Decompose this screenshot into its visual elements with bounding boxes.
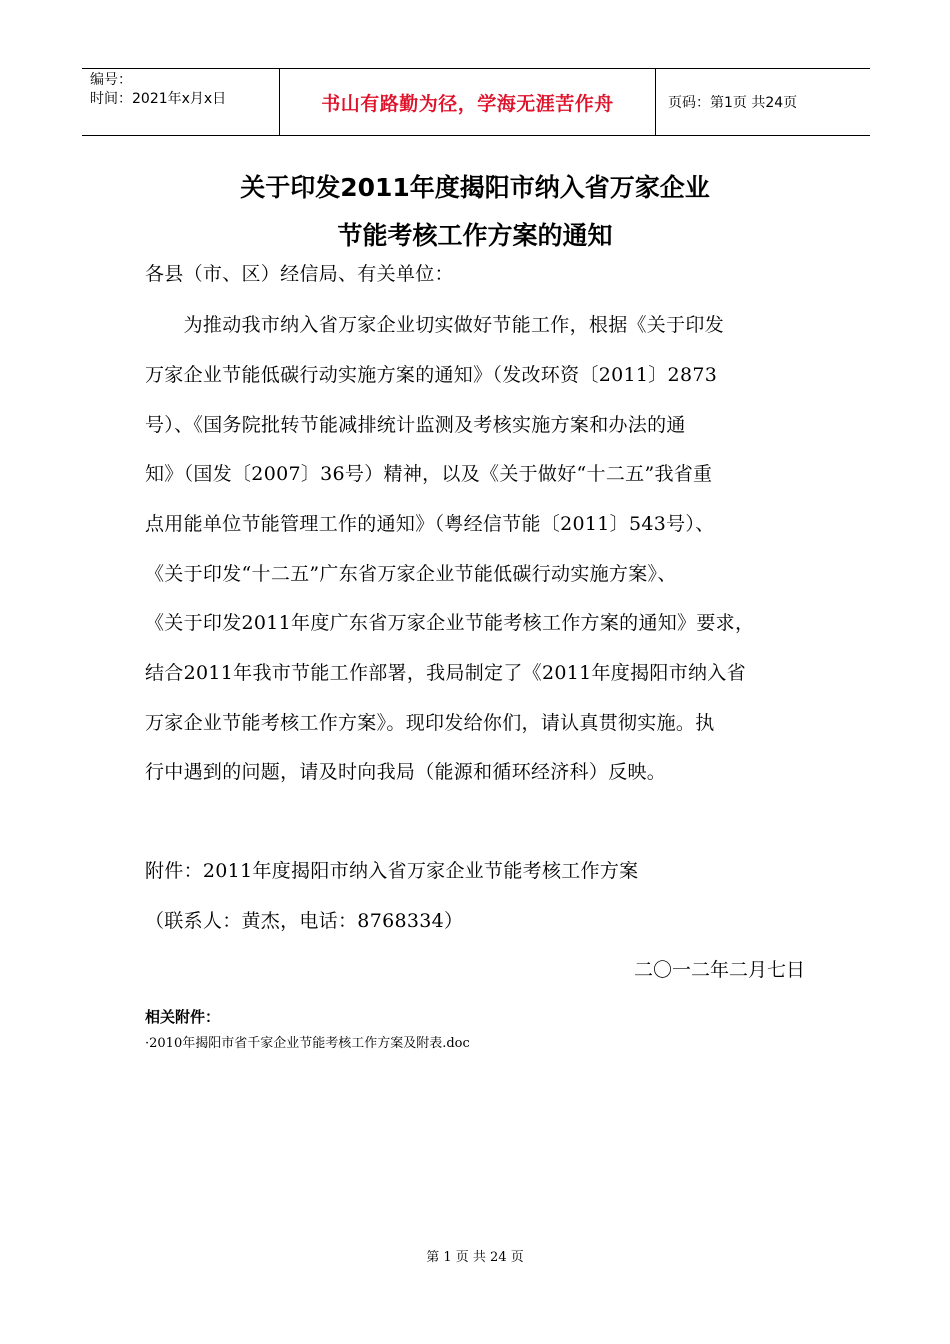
page-footer: 第 1 页 共 24 页 [426,1250,524,1265]
body-line: 万家企业节能低碳行动实施方案的通知》（发改环资〔2011〕2873 [145,364,718,386]
body-line: 结合2011年我市节能工作部署，我局制定了《2011年度揭阳市纳入省 [145,662,746,684]
serial-number: 编号： [90,72,132,88]
body-line: 万家企业节能考核工作方案》。现印发给你们，请认真贯彻实施。执 [145,712,715,734]
related-attachments-heading: 相关附件： [145,1008,221,1026]
header-page-info: 页码：第1页 共24页 [668,95,798,111]
document-title-line-1: 关于印发2011年度揭阳市纳入省万家企业 [240,173,710,202]
body-line: 为推动我市纳入省万家企业切实做好节能工作，根据《关于印发 [145,314,725,336]
header-motto: 书山有路勤为径，学海无涯苦作舟 [280,69,656,135]
salutation: 各县（市、区）经信局、有关单位： [145,263,454,285]
document-date: 二〇一二年二月七日 [633,959,805,981]
attachment-line: 附件：2011年度揭阳市纳入省万家企业节能考核工作方案 [145,860,639,882]
contact-line: （联系人：黄杰，电话：8768334） [145,910,464,932]
body-line: 知》（国发〔2007〕36号）精神，以及《关于做好“十二五”我省重 [145,463,713,485]
body-line: 《关于印发“十二五”广东省万家企业节能低碳行动实施方案》、 [145,563,677,585]
time-field: 时间：2021年x月x日 [90,91,227,107]
document-title-line-2: 节能考核工作方案的通知 [337,221,613,250]
body-line: 行中遇到的问题，请及时向我局（能源和循环经济科）反映。 [145,761,667,783]
body-line: 点用能单位节能管理工作的通知》（粤经信节能〔2011〕543号）、 [145,513,715,535]
related-attachment-link[interactable]: ·2010年揭阳市省千家企业节能考核工作方案及附表.doc [145,1036,470,1051]
header-meta [82,69,280,135]
document-header [82,68,870,136]
body-line: 号）、《国务院批转节能减排统计监测及考核实施方案和办法的通 [145,414,686,436]
body-line: 《关于印发2011年度广东省万家企业节能考核工作方案的通知》要求， [145,612,755,634]
